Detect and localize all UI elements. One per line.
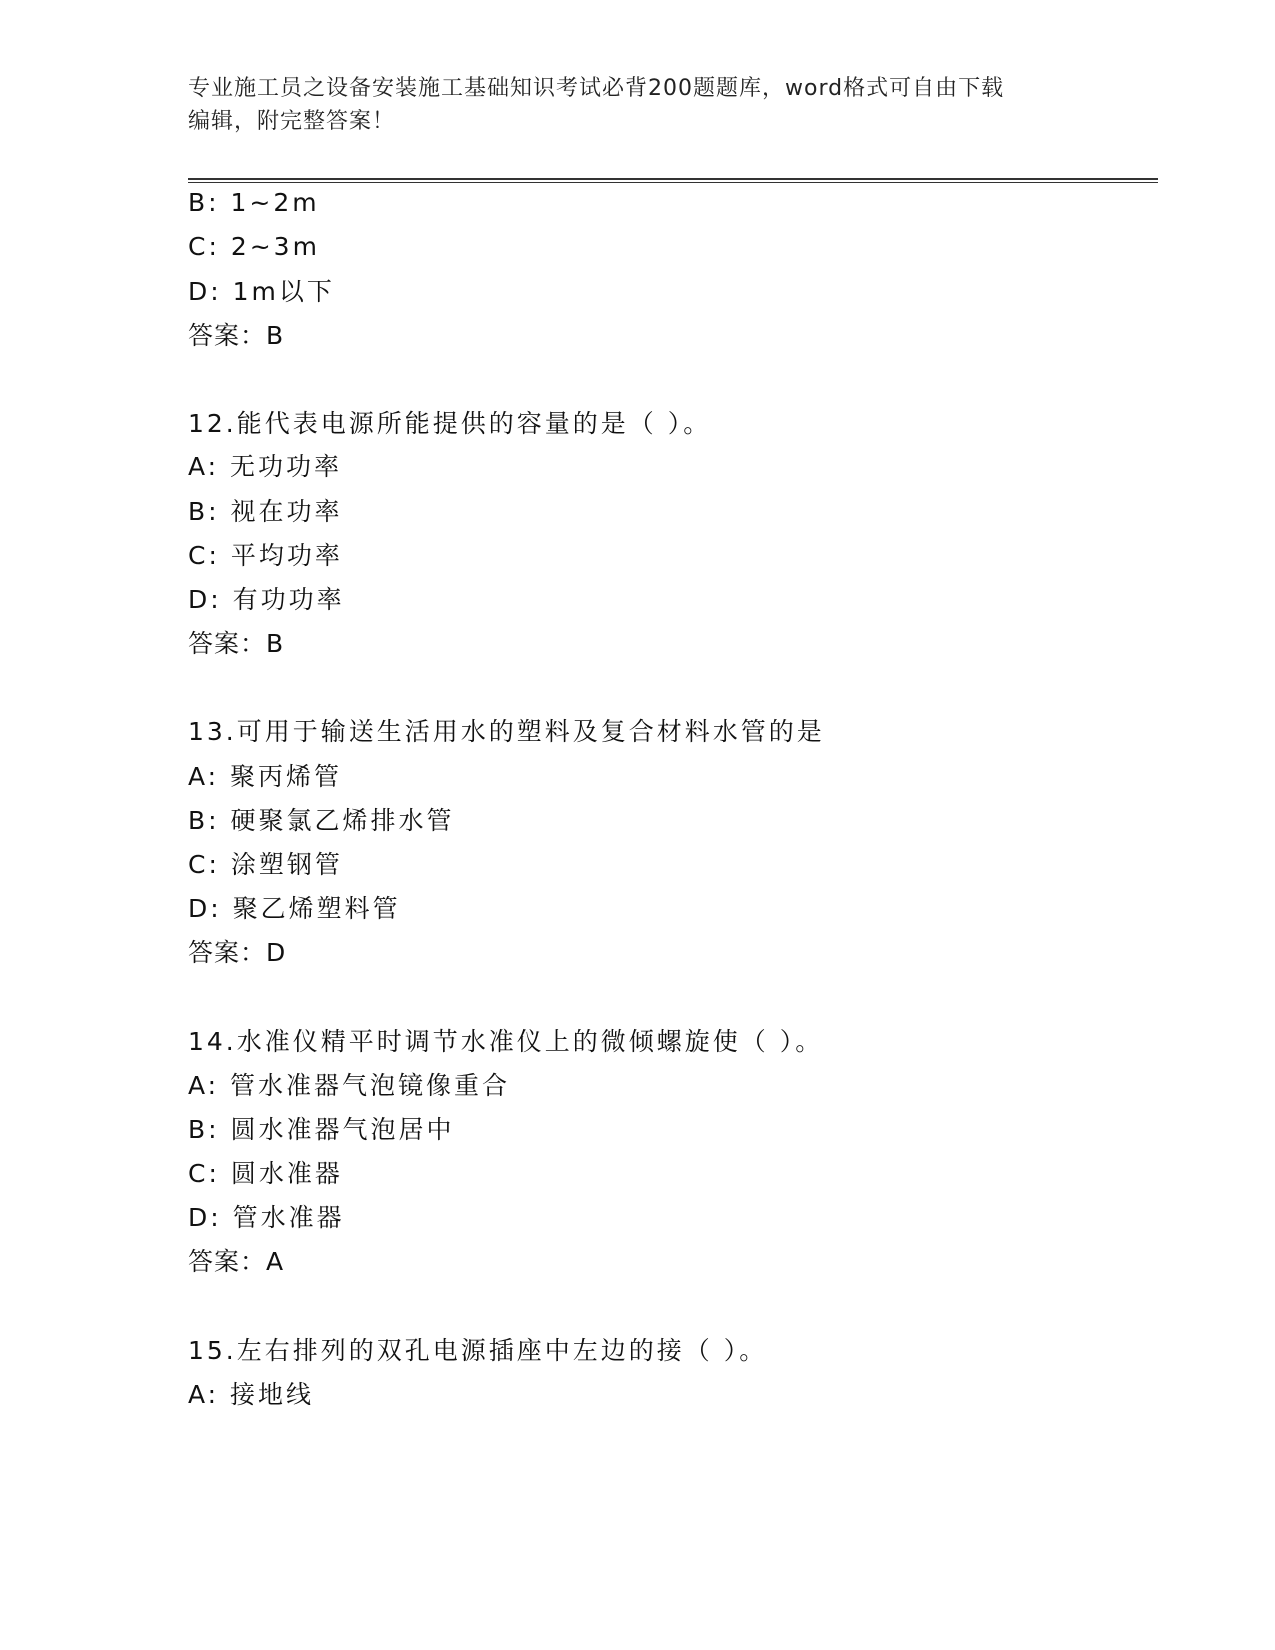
q14-option-c: C: 圆水准器: [188, 1159, 343, 1188]
q14-question: 14.水准仪精平时调节水准仪上的微倾螺旋使（ ）。: [188, 1027, 824, 1056]
q15-option-a: A: 接地线: [188, 1380, 315, 1409]
q12-option-d: D: 有功功率: [188, 585, 345, 614]
q12-question: 12.能代表电源所能提供的容量的是（ ）。: [188, 409, 712, 438]
document-header: [188, 72, 1068, 138]
q14-option-a: A: 管水准器气泡镜像重合: [188, 1071, 511, 1100]
q13-question: 13.可用于输送生活用水的塑料及复合材料水管的是: [188, 717, 825, 746]
q14-option-d: D: 管水准器: [188, 1203, 345, 1232]
q11-option-d: D: 1m以下: [188, 277, 335, 306]
q11-option-b: B: 1~2m: [188, 188, 320, 217]
q12-option-b: B: 视在功率: [188, 497, 343, 526]
q13-option-b: B: 硬聚氯乙烯排水管: [188, 806, 455, 835]
q13-option-d: D: 聚乙烯塑料管: [188, 894, 401, 923]
q13-answer: 答案：D: [188, 938, 287, 967]
q11-answer: 答案：B: [188, 321, 285, 350]
q12-answer: 答案：B: [188, 629, 285, 658]
header-line-2: 编辑，附完整答案！: [188, 109, 396, 134]
q13-option-a: A: 聚丙烯管: [188, 762, 343, 791]
header-divider: [188, 178, 1158, 183]
q15-question: 15.左右排列的双孔电源插座中左边的接（ ）。: [188, 1336, 768, 1365]
q14-option-b: B: 圆水准器气泡居中: [188, 1115, 455, 1144]
q12-option-a: A: 无功功率: [188, 452, 343, 481]
q14-answer: 答案：A: [188, 1247, 285, 1276]
q13-option-c: C: 涂塑钢管: [188, 850, 343, 879]
q11-option-c: C: 2~3m: [188, 232, 320, 261]
q12-option-c: C: 平均功率: [188, 541, 343, 570]
header-line-1: 专业施工员之设备安装施工基础知识考试必背200题题库，word格式可自由下载: [188, 76, 1005, 101]
